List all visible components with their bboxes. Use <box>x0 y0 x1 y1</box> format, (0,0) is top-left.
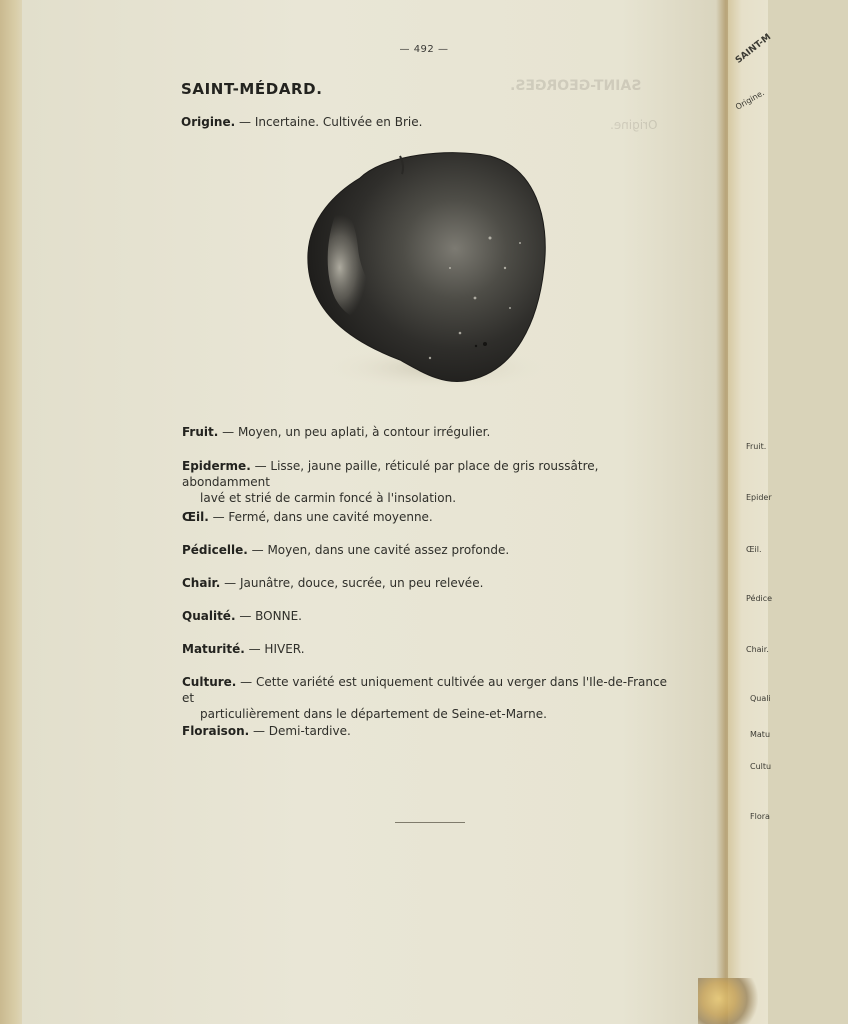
field-label: Pédicelle. <box>182 543 248 557</box>
field-floraison <box>182 723 674 739</box>
apple-photograph <box>300 148 552 392</box>
corner-thumbnail <box>698 978 758 1024</box>
field-chair <box>182 575 674 591</box>
field-culture <box>182 674 674 722</box>
field-label: Fruit. <box>182 425 219 439</box>
field-text: — Fermé, dans une cavité moyenne. <box>208 510 433 524</box>
field-label: Œil. <box>182 510 209 524</box>
page-number: — 492 — <box>399 44 449 55</box>
adjacent-page <box>728 0 774 1024</box>
adjacent-label: Flora <box>750 812 770 821</box>
field-maturite <box>182 641 674 657</box>
section-divider <box>395 822 465 823</box>
adjacent-title: SAINT-M <box>734 32 774 66</box>
adjacent-label: Cultu <box>750 762 772 771</box>
apple-image <box>300 148 552 392</box>
field-text: — HIVER. <box>244 642 305 656</box>
origin-text: — Incertaine. Cultivée en Brie. <box>235 115 423 129</box>
field-label: Qualité. <box>182 609 236 623</box>
show-through-title: SAINT-GEORGES. <box>510 78 642 94</box>
field-text: — Cette variété est uniquement cultivée au verger dans l'Ile-de-France et <box>182 675 667 705</box>
field-oeil <box>182 509 674 525</box>
field-epiderme <box>182 458 674 506</box>
variety-title: SAINT-MÉDARD. <box>181 80 323 98</box>
field-text: — Demi-tardive. <box>249 724 351 738</box>
field-label: Epiderme. <box>182 459 251 473</box>
field-label: Chair. <box>182 576 221 590</box>
field-text: — BONNE. <box>235 609 302 623</box>
adjacent-label: Œil. <box>746 545 762 554</box>
adjacent-label: Pédice <box>746 594 773 603</box>
field-text-continued: lavé et strié de carmin foncé à l'insolation. <box>200 491 457 505</box>
adjacent-label: Chair. <box>746 645 769 654</box>
field-label: Maturité. <box>182 642 245 656</box>
adjacent-label: Epider <box>746 493 772 502</box>
field-label: Floraison. <box>182 724 250 738</box>
field-text: — Lisse, jaune paille, réticulé par place de gris roussâtre, abondamment <box>182 459 599 489</box>
field-label: Culture. <box>182 675 237 689</box>
origin-label: Origine. <box>181 115 236 129</box>
show-through-origin: Origine. <box>610 118 658 132</box>
origin-line <box>181 115 422 129</box>
field-qualite <box>182 608 674 624</box>
field-text: — Jaunâtre, douce, sucrée, un peu relevée. <box>220 576 484 590</box>
field-text-continued: particulièrement dans le département de Seine-et-Marne. <box>200 707 547 721</box>
adjacent-label: Fruit. <box>746 442 767 451</box>
field-text: — Moyen, dans une cavité assez profonde. <box>247 543 510 557</box>
adjacent-origin: Origine. <box>734 88 766 112</box>
adjacent-label: Matu <box>750 730 771 739</box>
field-fruit <box>182 424 674 440</box>
field-pedicelle <box>182 542 674 558</box>
adjacent-label: Quali <box>750 694 771 703</box>
field-text: — Moyen, un peu aplati, à contour irrégulier. <box>218 425 491 439</box>
